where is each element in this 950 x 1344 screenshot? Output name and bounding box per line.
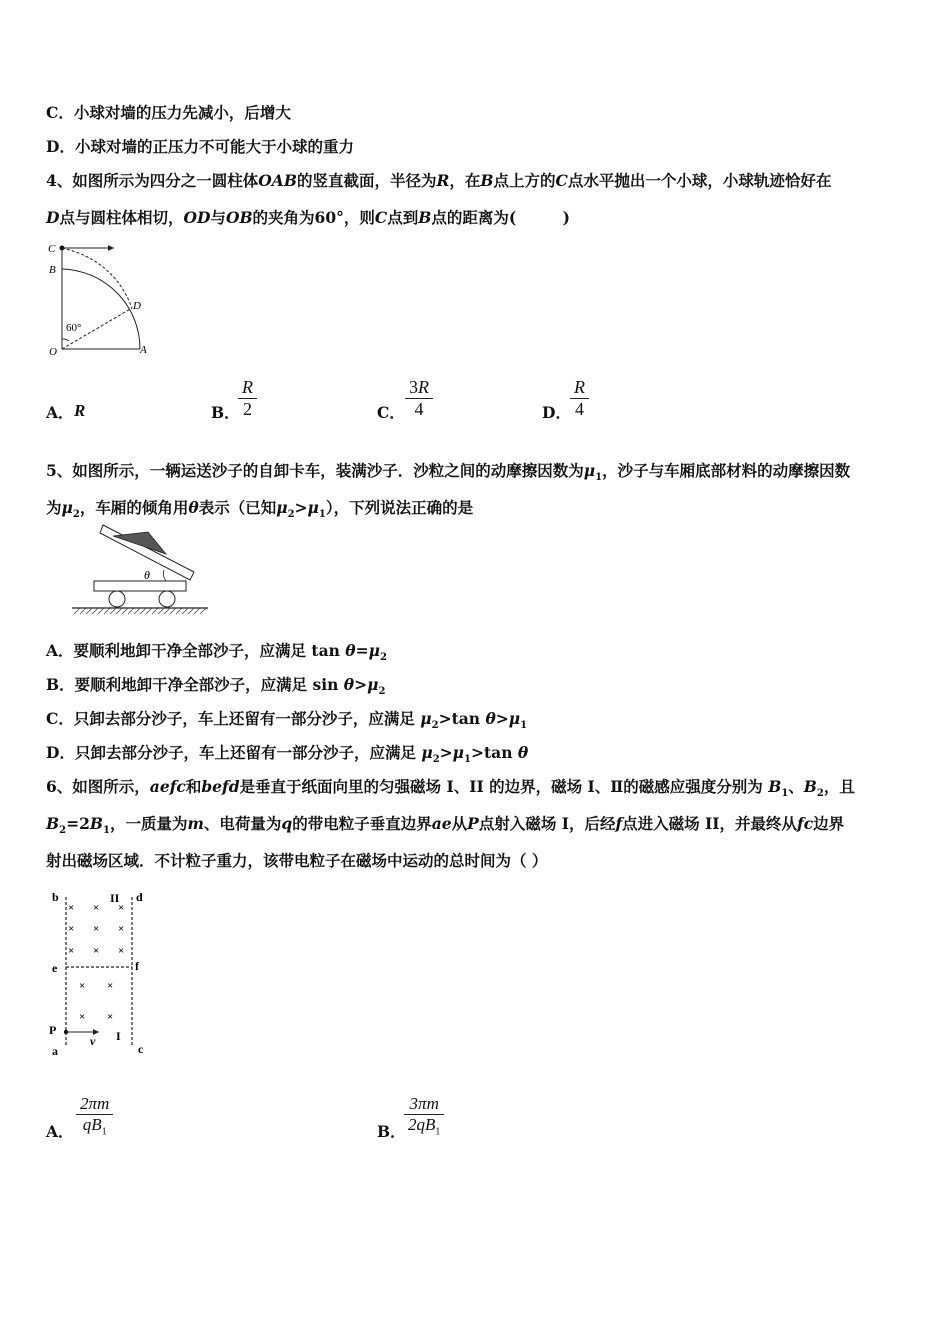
svg-text:P: P: [49, 1023, 57, 1037]
q4-stem-line2: D点与圆柱体相切，OD与OB的夹角为60°，则C点到B点的距离为( ): [46, 208, 571, 227]
q4-option-b-label: B．: [211, 403, 240, 422]
q5-stem-line1: 5、如图所示，一辆运送沙子的自卸卡车，装满沙子．沙粒之间的动摩擦因数为$\mu_1$，沙子与车厢底部材料的动摩擦因数: [46, 461, 851, 484]
svg-text:C: C: [48, 243, 56, 255]
svg-text:D: D: [133, 300, 141, 312]
q5-dump-truck-figure: [70, 528, 210, 618]
q6-option-b-label: B．: [377, 1122, 406, 1141]
svg-text:×: ×: [107, 1011, 114, 1023]
q4-quarter-circle-figure: [44, 238, 164, 363]
svg-text:b: b: [52, 890, 59, 904]
q4-option-d-label: D．: [542, 403, 571, 422]
svg-text:II: II: [110, 891, 120, 905]
svg-text:f: f: [135, 959, 139, 973]
q6-magnetic-field-figure: [44, 885, 154, 1060]
q6-stem-line3: 射出磁场区域．不计粒子重力，该带电粒子在磁场中运动的总时间为（ ）: [46, 851, 548, 870]
q5-stem-line2: 为$\mu_2$，车厢的倾角用θ表示（已知$\mu_2>\mu_1$），下列说法正确的是: [46, 498, 474, 521]
svg-text:B: B: [49, 264, 56, 276]
svg-text:×: ×: [118, 902, 125, 914]
q6-stem-line2: $B_2=2B_1$，一质量为m、电荷量为q的带电粒子垂直边界ae从P点射入磁场 I，后经f点进入磁场 II，并最终从fc边界: [46, 814, 845, 837]
q5-option-c: C．只卸去部分沙子，车上还留有一部分沙子，应满足 $\mu_2>\tan$ $\theta>\mu_1$: [46, 709, 528, 732]
svg-text:×: ×: [93, 945, 100, 957]
q6-option-a-label: A．: [46, 1122, 74, 1141]
svg-text:×: ×: [93, 923, 100, 935]
q5-option-b: B．要顺利地卸干净全部沙子，应满足 $\sin \theta>\mu_2$: [46, 675, 386, 698]
q4-option-d-fraction: $\frac{R}{4}$: [570, 377, 589, 420]
field-crosses: [68, 902, 124, 1023]
svg-text:e: e: [52, 961, 58, 975]
q4-option-b-fraction: $\frac{R}{2}$: [238, 377, 257, 420]
svg-text:A: A: [140, 344, 147, 356]
svg-text:×: ×: [68, 902, 75, 914]
q4-option-a-label: A．: [46, 403, 74, 422]
svg-text:×: ×: [68, 945, 75, 957]
svg-text:θ: θ: [144, 568, 150, 582]
svg-text:I: I: [116, 1029, 121, 1043]
svg-text:v: v: [90, 1034, 96, 1048]
q5-option-a: A．要顺利地卸干净全部沙子，应满足 $\tan \theta=\mu_2$: [46, 641, 387, 664]
q4-stem-line1: 4、如图所示为四分之一圆柱体OAB的竖直截面，半径为R，在B点上方的C点水平抛出一个小球，小球轨迹恰好在: [46, 171, 832, 190]
svg-text:×: ×: [68, 923, 75, 935]
q4-option-c-label: C．: [377, 403, 405, 422]
svg-text:60°: 60°: [66, 322, 82, 334]
svg-text:×: ×: [93, 902, 100, 914]
q4-option-a-value: R: [74, 401, 86, 420]
svg-text:O: O: [49, 346, 57, 358]
svg-text:×: ×: [79, 1011, 86, 1023]
q4-option-c-fraction: $\frac{3R}{4}$: [405, 377, 433, 420]
q5-option-d: D．只卸去部分沙子，车上还留有一部分沙子，应满足 $\mu_2>\mu_1>\tan$ θ: [46, 743, 529, 766]
svg-text:×: ×: [118, 945, 125, 957]
svg-text:×: ×: [107, 980, 114, 992]
svg-text:×: ×: [79, 980, 86, 992]
svg-text:a: a: [52, 1044, 58, 1058]
q6-stem-line1: 6、如图所示，aefc和befd是垂直于纸面向里的匀强磁场 I、II 的边界，磁场 I、Ⅱ的磁感应强度分别为 $B_1$、$B_2$，且: [46, 777, 855, 800]
q3-option-d: D．小球对墙的正压力不可能大于小球的重力: [46, 137, 354, 156]
q3-option-c: C．小球对墙的压力先减小，后增大: [46, 103, 291, 122]
svg-text:d: d: [136, 890, 143, 904]
svg-text:×: ×: [118, 923, 125, 935]
q6-option-b-fraction: $\frac{3\pi m}{2qB_1}$: [404, 1094, 444, 1137]
q6-option-a-fraction: $\frac{2\pi m}{qB_1}$: [76, 1094, 113, 1137]
svg-text:c: c: [138, 1042, 144, 1056]
